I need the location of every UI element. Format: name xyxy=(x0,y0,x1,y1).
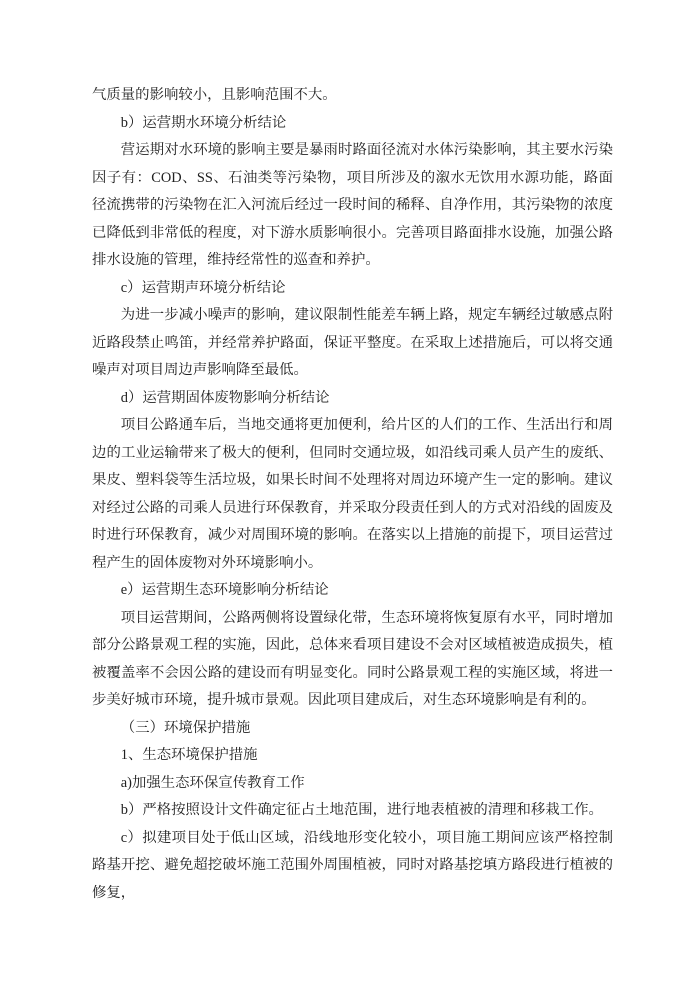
list-item-c-roadbed-control: c）拟建项目处于低山区域，沿线地形变化较小，项目施工期间应该严格控制路基开挖、避免超挖破坏施工范围外周围植被，同时对路基挖填方路段进行植被的修复， xyxy=(92,829,613,901)
paragraph-noise-env: 为进一步减小噪声的影响，建议限制性能差车辆上路，规定车辆经过敏感点附近路段禁止鸣笛，并经常养护路面，保证平整度。在采取上述措施后，可以将交通噪声对项目周边声影响降至最低。 xyxy=(92,307,613,378)
heading-water-env-conclusion: b）运营期水环境分析结论 xyxy=(120,114,287,131)
heading-noise-env-conclusion: c）运营期声环境分析结论 xyxy=(120,279,286,296)
paragraph-continuation: 气质量的影响较小，且影响范围不大。 xyxy=(92,87,337,103)
list-item-b-land-scope: b）严格按照设计文件确定征占土地范围，进行地表植被的清理和移栽工作。 xyxy=(120,802,603,818)
paragraph-eco-env: 项目运营期间，公路两侧将设置绿化带，生态环境将恢复原有水平，同时增加部分公路景观工程的实施，因此，总体来看项目建设不会对区域植被造成损失，植被覆盖率不会因公路的建设而有明显变化。同时公路景观工程的实施区域，将进一步美好城市环境，提升城市景观。因此项目建成后，对生态环境影响是有利的。 xyxy=(92,609,613,708)
heading-solid-waste-conclusion: d）运营期固体废物影响分析结论 xyxy=(120,389,330,406)
heading-eco-env-conclusion: e）运营期生态环境影响分析结论 xyxy=(120,582,329,598)
paragraph-water-env: 营运期对水环境的影响主要是暴雨时路面径流对水体污染影响，其主要水污染因子有：COD、SS、石油类等污染物，项目所涉及的溆水无饮用水源功能，路面径流携带的污染物在汇入河流后经过一段时间的稀释、自净作用，其污染物的浓度已降低到非常低的程度，对下游水质影响很小。完善项目路面排水设施，加强公路排水设施的管理，维持经常性的巡查和养护。 xyxy=(92,142,613,268)
heading-env-protection-measures: （三）环境保护措施 xyxy=(120,719,251,736)
document-body xyxy=(92,82,613,907)
list-item-a-publicity-education: a)加强生态环保宣传教育工作 xyxy=(120,774,305,791)
paragraph-solid-waste: 项目公路通车后，当地交通将更加便利，给片区的人们的工作、生活出行和周边的工业运输带来了极大的便利，但同时交通垃圾，如沿线司乘人员产生的废纸、果皮、塑料袋等生活垃圾，如果长时间不处理将对周边环境产生一定的影响。建议对经过公路的司乘人员进行环保教育，并采取分段责任到人的方式对沿线的固废及时进行环保教育，减少对周围环境的影响。在落实以上措施的前提下，项目运营过程产生的固体废物对外环境影响小。 xyxy=(92,417,613,571)
heading-eco-protection-measures: 1、生态环境保护措施 xyxy=(120,747,258,763)
